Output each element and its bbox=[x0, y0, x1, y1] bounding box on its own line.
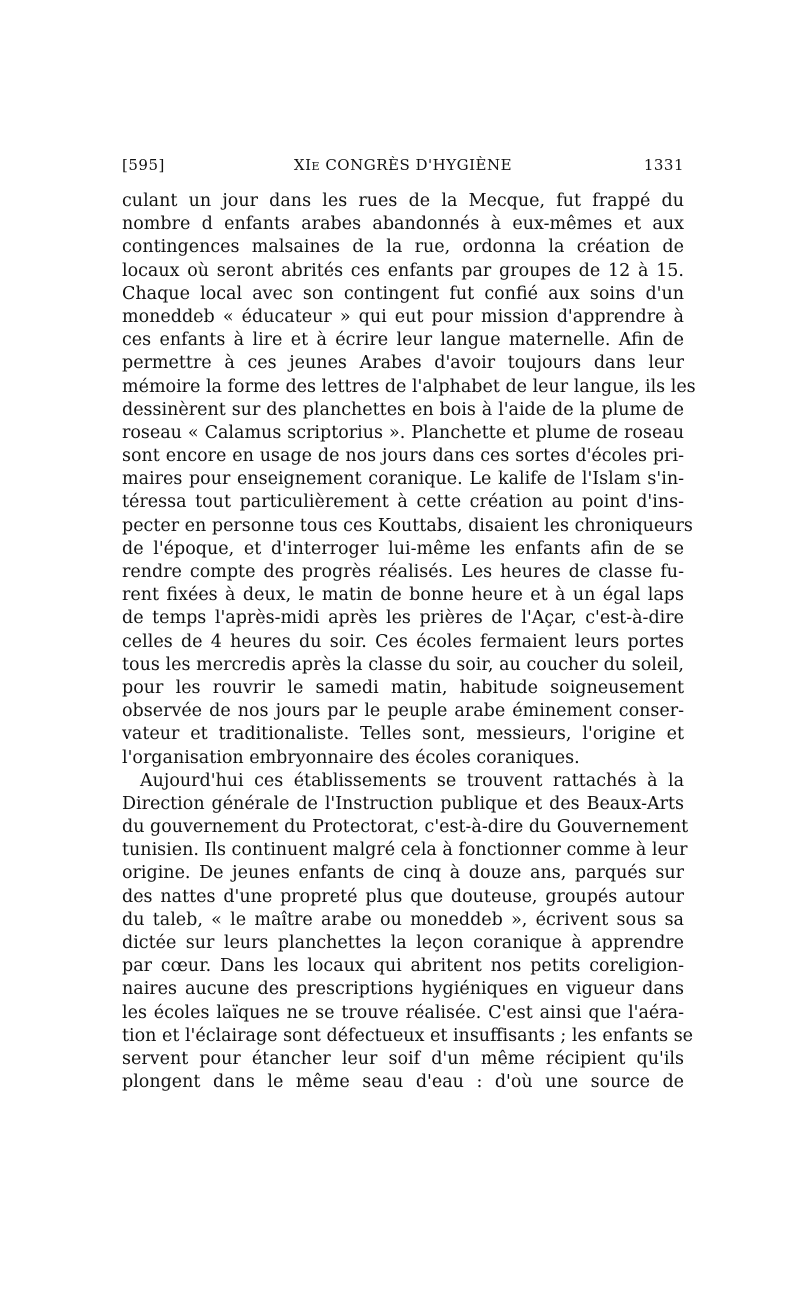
text-line: moneddeb « éducateur » qui eut pour mission d'apprendre à bbox=[122, 306, 684, 327]
text-line: tion et l'éclairage sont défectueux et insuffisants ; les enfants se bbox=[122, 1025, 694, 1046]
text-line: observée de nos jours par le peuple arabe éminement conser- bbox=[122, 701, 684, 722]
text-line: du gouvernement du Protectorat, c'est-à-dire du Gouvernement bbox=[122, 817, 689, 838]
text-line: par cœur. Dans les locaux qui abritent nos petits coreligion- bbox=[122, 956, 684, 977]
text-line: vateur et traditionaliste. Telles sont, messieurs, l'origine et bbox=[122, 724, 684, 745]
text-line: tous les mercredis après la classe du soir, au coucher du soleil, bbox=[122, 654, 684, 675]
text-line: rent fixées à deux, le matin de bonne heure et à un égal laps bbox=[122, 585, 684, 606]
text-line: servent pour étancher leur soif d'un même récipient qu'ils bbox=[122, 1048, 684, 1069]
text-line: locaux où seront abrités ces enfants par groupes de 12 à 15. bbox=[122, 260, 684, 281]
text-line: mémoire la forme des lettres de l'alphabet de leur langue, ils les bbox=[122, 376, 696, 397]
text-line: Chaque local avec son contingent fut confié aux soins d'un bbox=[122, 283, 684, 304]
page-reference: [595] bbox=[122, 156, 165, 174]
text-line: téressa tout particulièrement à cette création au point d'ins- bbox=[122, 492, 684, 513]
text-line: celles de 4 heures du soir. Ces écoles fermaient leurs portes bbox=[122, 631, 684, 652]
text-line: des nattes d'une propreté plus que douteuse, groupés autour bbox=[122, 886, 684, 907]
text-line: dictée sur leurs planchettes la leçon coranique à apprendre bbox=[122, 933, 684, 953]
text-line: permettre à ces jeunes Arabes d'avoir toujours dans leur bbox=[122, 353, 684, 374]
text-line: dessinèrent sur des planchettes en bois à l'aide de la plume de bbox=[122, 399, 684, 420]
text-line: ces enfants à lire et à écrire leur langue maternelle. Afin de bbox=[122, 330, 684, 351]
text-line: sont encore en usage de nos jours dans ces sortes d'écoles pri- bbox=[122, 446, 684, 467]
text-line: de temps l'après-midi après les prières de l'Açar, c'est-à-dire bbox=[122, 608, 684, 629]
text-line: contingences malsaines de la rue, ordonna la création de bbox=[122, 237, 684, 258]
paragraph-end-line: l'organisation embryonnaire des écoles coraniques. bbox=[122, 747, 580, 768]
text-line: plongent dans le même seau d'eau : d'où une source de bbox=[122, 1072, 684, 1093]
text-line: maires pour enseignement coranique. Le kalife de l'Islam s'in- bbox=[122, 469, 684, 490]
text-line: culant un jour dans les rues de la Mecque, fut frappé du bbox=[122, 191, 684, 211]
text-line: roseau « Calamus scriptorius ». Planchette et plume de roseau bbox=[122, 422, 684, 443]
text-line: rendre compte des progrès réalisés. Les heures de classe fu- bbox=[122, 562, 684, 582]
text-line: pecter en personne tous ces Kouttabs, disaient les chroniqueurs bbox=[122, 515, 693, 536]
text-line: les écoles laïques ne se trouve réalisée. C'est ainsi que l'aéra- bbox=[122, 1002, 684, 1023]
body-text bbox=[122, 190, 696, 1094]
text-line: naires aucune des prescriptions hygiéniques en vigueur dans bbox=[122, 979, 684, 1000]
text-line: nombre d enfants arabes abandonnés à eux-mêmes et aux bbox=[122, 214, 684, 235]
text-line: de l'époque, et d'interroger lui-même les enfants afin de se bbox=[122, 538, 684, 559]
text-line: tunisien. Ils continuent malgré cela à fonctionner comme à leur bbox=[122, 840, 688, 861]
text-line: Direction générale de l'Instruction publique et des Beaux-Arts bbox=[122, 793, 684, 814]
page-number: 1331 bbox=[643, 156, 684, 174]
paragraph-start-line: Aujourd'hui ces établissements se trouvent rattachés à la bbox=[140, 770, 684, 791]
text-line: origine. De jeunes enfants de cinq à douze ans, parqués sur bbox=[122, 863, 684, 884]
text-line: du taleb, « le maître arabe ou moneddeb », écrivent sous sa bbox=[122, 909, 684, 930]
running-title: XIe CONGRÈS D'HYGIÈNE bbox=[293, 156, 513, 174]
text-line: pour les rouvrir le samedi matin, habitude soigneusement bbox=[122, 677, 684, 698]
page-header bbox=[122, 150, 684, 178]
